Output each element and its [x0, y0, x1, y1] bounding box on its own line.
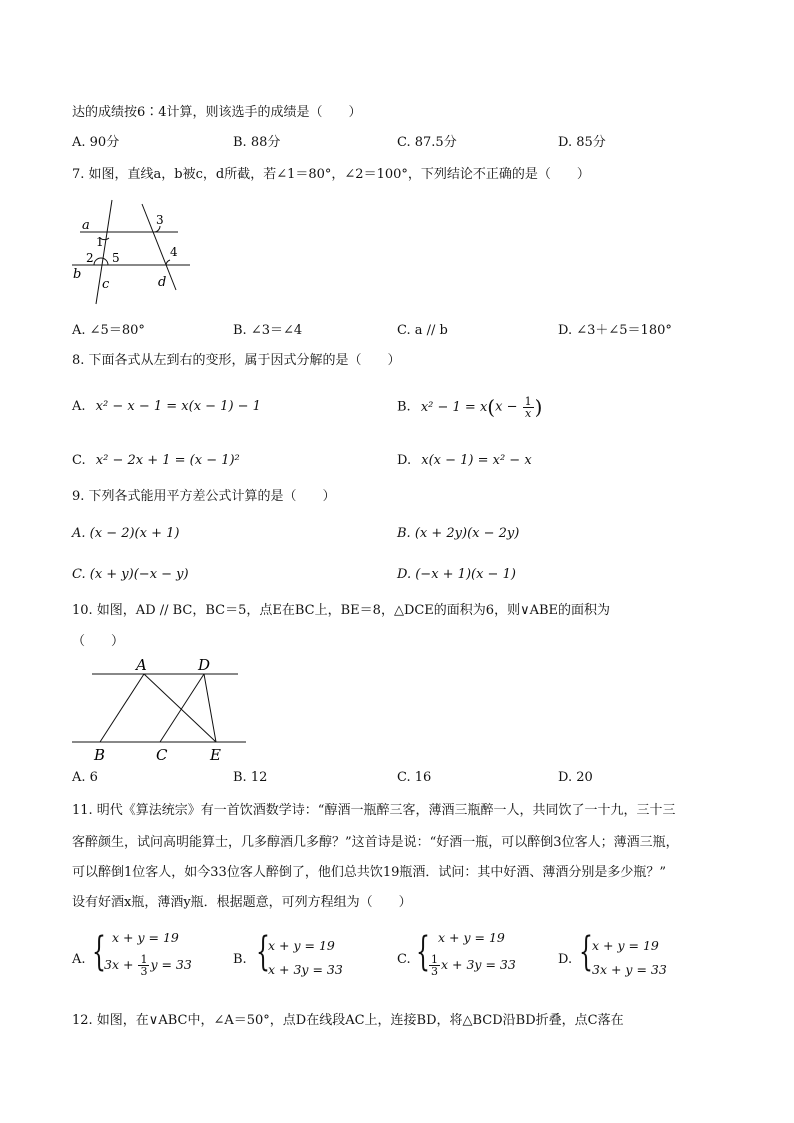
label-a: a: [82, 218, 90, 233]
q11-option-a-label: A.: [72, 952, 86, 967]
q10-option-d: D. 20: [558, 770, 593, 785]
question-6-tail: 达的成绩按6∶4计算，则该选手的成绩是（ ）: [72, 105, 362, 120]
q11-a-brace: {: [92, 929, 106, 975]
label-b: b: [73, 267, 82, 282]
label-d: d: [158, 275, 167, 290]
angle-label-3: 3: [156, 213, 164, 227]
q6-option-c: C. 87.5分: [397, 135, 457, 150]
q9-option-c: C. (x + y)(−x − y): [72, 567, 189, 582]
q11-option-b-label: B.: [233, 952, 247, 967]
angle-label-2: 2: [86, 251, 94, 265]
q10-option-c: C. 16: [397, 770, 432, 785]
q11-b-eq2: x + 3y = 33: [268, 962, 343, 977]
angle-label-4: 4: [170, 245, 178, 259]
question-8-stem: 8. 下面各式从左到右的变形，属于因式分解的是（ ）: [72, 353, 401, 368]
point-b-label: B: [94, 746, 106, 764]
q8-b-left: x² − 1 = x: [420, 399, 488, 415]
q8-b-label: B.: [397, 399, 411, 415]
q8-b-fraction: $\frac{1}{x}$: [524, 394, 532, 420]
q8-c-label: C.: [72, 453, 86, 468]
q9-option-d: D. (−x + 1)(x − 1): [397, 567, 516, 582]
q6-option-a: A. 90分: [72, 135, 120, 150]
q10-figure: [70, 652, 250, 768]
q11-d-brace: {: [579, 929, 593, 975]
question-11-stem-line4: 设有好酒x瓶，薄酒y瓶．根据题意，可列方程组为（ ）: [72, 895, 412, 910]
point-e-label: E: [210, 746, 221, 764]
q9-option-a: A. (x − 2)(x + 1): [72, 526, 180, 541]
question-10-stem-line2: （ ）: [72, 634, 125, 649]
question-12-stem: 12. 如图，在∨ABC中，∠A＝50°，点D在线段AC上，连接BD，将△BCD沿BD折叠，点C落在: [72, 1013, 624, 1028]
q7-figure: [70, 198, 190, 308]
question-11-stem-line2: 客醉颜生，试问高明能算士，几多醇酒几多醇？”这首诗是说：“好酒一瓶，可以醉倒3位客人；薄酒三瓶，: [72, 835, 679, 850]
q11-option-d-label: D.: [558, 952, 573, 967]
q11-c-eq2: $\frac{1}{3}$ x + 3y = 33: [431, 953, 516, 978]
q11-a-eq2: 3x + $\frac{1}{3}$ y = 33: [104, 953, 192, 978]
question-11-stem-line1: 11. 明代《算法统宗》有一首饮酒数学诗：“醇酒一瓶醉三客，薄酒三瓶醉一人，共同饮了一十九，三十三: [72, 803, 676, 818]
q11-d-eq1: x + y = 19: [592, 938, 659, 953]
question-11-stem-line3: 可以醉倒1位客人，如今33位客人醉倒了，他们总共饮19瓶酒．试问：其中好酒、薄酒分别是多少瓶？”: [72, 865, 667, 880]
q8-option-d: [397, 452, 532, 470]
q10-option-b: B. 12: [233, 770, 268, 785]
q11-c-brace: {: [416, 929, 430, 975]
q11-a-eq1: x + y = 19: [112, 930, 179, 945]
q11-c-eq1: x + y = 19: [438, 930, 505, 945]
q6-option-d: D. 85分: [558, 135, 606, 150]
q8-a-label: A.: [72, 399, 86, 414]
point-c-label: C: [156, 746, 168, 764]
q8-d-expr: x(x − 1) = x² − x: [421, 453, 532, 468]
q8-a-expr: x² − x − 1 = x(x − 1) − 1: [95, 399, 261, 414]
q7-option-d: D. ∠3＋∠5＝180°: [558, 323, 672, 338]
q11-b-eq1: x + y = 19: [268, 938, 335, 953]
point-a-label: A: [136, 656, 147, 674]
question-9-stem: 9. 下列各式能用平方差公式计算的是（ ）: [72, 489, 336, 504]
question-10-stem-line1: 10. 如图，AD // BC，BC＝5，点E在BC上，BE＝8，△DCE的面积为6，则∨ABE的面积为: [72, 603, 611, 618]
question-7-stem: 7. 如图，直线a，b被c，d所截，若∠1＝80°，∠2＝100°，下列结论不正确的是（ ）: [72, 167, 590, 182]
q7-option-c: C. a // b: [397, 323, 448, 338]
q11-b-brace: {: [256, 929, 270, 975]
q6-option-b: B. 88分: [233, 135, 281, 150]
q10-option-a: A. 6: [72, 770, 98, 785]
q8-option-c: [72, 452, 240, 470]
q8-d-label: D.: [397, 453, 412, 468]
q8-option-a: [72, 398, 261, 416]
q11-d-eq2: 3x + y = 33: [592, 962, 667, 977]
point-d-label: D: [198, 656, 211, 674]
label-c: c: [102, 277, 110, 292]
q8-c-expr: x² − 2x + 1 = (x − 1)²: [95, 453, 240, 468]
q7-option-a: A. ∠5＝80°: [72, 323, 145, 338]
q8-option-b: B. x² − 1 = x(x − $\frac{1}{x}$ ): [397, 394, 543, 420]
angle-label-5: 5: [112, 251, 120, 265]
q7-option-b: B. ∠3＝∠4: [233, 323, 303, 338]
angle-label-1: 1: [96, 235, 104, 249]
q9-option-b: B. (x + 2y)(x − 2y): [397, 526, 520, 541]
q11-option-c-label: C.: [397, 952, 411, 967]
